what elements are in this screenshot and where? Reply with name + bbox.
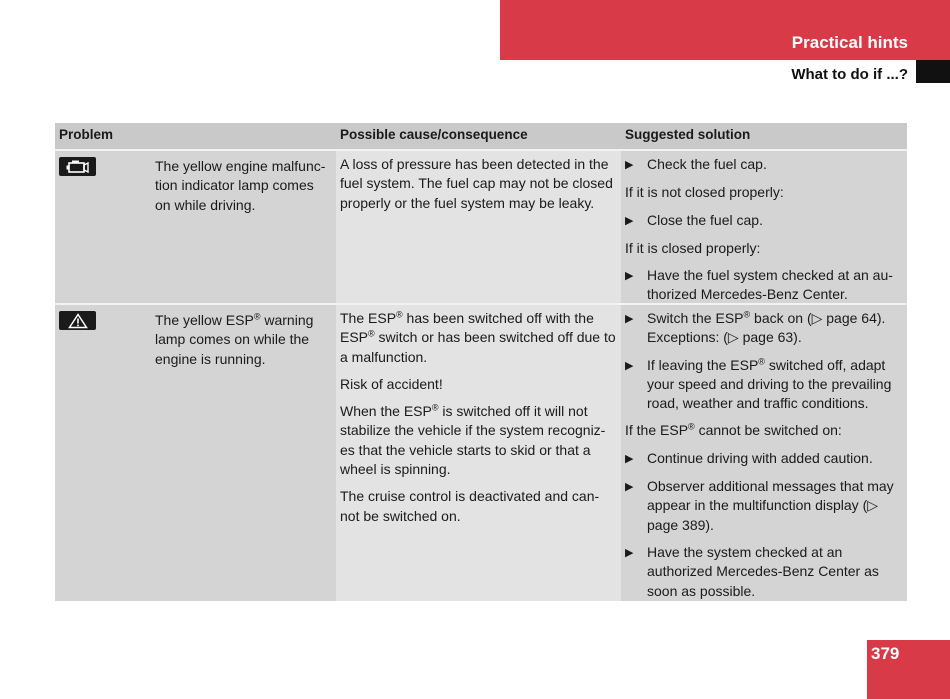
problem-cell (55, 305, 336, 601)
header-problem: Problem (59, 127, 114, 142)
solution-step: ▶ Have the fuel system checked at an au- thorized Mercedes-Benz Center. (625, 266, 903, 305)
section-tab-marker (916, 60, 950, 83)
solution-step: ▶ Close the fuel cap. (625, 211, 903, 231)
bullet-arrow-icon: ▶ (625, 359, 634, 372)
cause-cell (336, 305, 621, 601)
table-header (55, 123, 907, 149)
bullet-arrow-icon: ▶ (625, 452, 634, 465)
esp-warning-icon (59, 311, 96, 330)
problem-cell (55, 151, 336, 303)
table-row (55, 303, 907, 601)
bullet-arrow-icon: ▶ (625, 214, 634, 227)
bullet-arrow-icon: ▶ (625, 270, 634, 283)
problem-text: The yellow ESP® warning lamp comes on while the engine is running. (155, 311, 314, 367)
troubleshooting-table (55, 123, 907, 601)
solution-cell (621, 151, 907, 303)
header-cause: Possible cause/consequence (340, 127, 528, 142)
page-number: 379 (871, 644, 900, 663)
solution-condition: If it is closed properly: (625, 239, 761, 256)
solution-step: ▶ Have the system checked at an authorized Mercedes-Benz Center as soon as possible. (625, 543, 903, 601)
table-row (55, 149, 907, 303)
cause-warning: Risk of accident! (340, 375, 443, 392)
cause-text: The ESP® has been switched off with the ESP® switch or has been switched off due to a malfunction. (340, 309, 616, 365)
header-solution: Suggested solution (625, 127, 751, 142)
engine-malfunction-icon (59, 157, 96, 176)
solution-cell (621, 305, 907, 601)
solution-step: ▶ Observer additional messages that may appear in the multifunction display (▷ page 389). (625, 477, 903, 535)
section-title: Practical hints (791, 33, 908, 52)
problem-text: The yellow engine malfunc- tion indicator lamp comes on while driving. (155, 158, 326, 213)
cause-text: The cruise control is deactivated and can- not be switched on. (340, 488, 600, 524)
solution-step: ▶ If leaving the ESP® switched off, adapt your speed and driving to the prevailing road, weather and traffic conditions. (625, 356, 903, 414)
bullet-arrow-icon: ▶ (625, 313, 634, 325)
solution-step: ▶ Continue driving with added caution. (625, 449, 903, 469)
solution-step: ▶ Check the fuel cap. (625, 155, 903, 175)
bullet-arrow-icon: ▶ (625, 159, 634, 171)
bullet-arrow-icon: ▶ (625, 546, 634, 559)
solution-condition: If it is not closed properly: (625, 184, 784, 201)
bullet-arrow-icon: ▶ (625, 481, 634, 494)
cause-cell (336, 151, 621, 303)
cause-text: When the ESP® is switched off it will not stabilize the vehicle if the system recogniz- es that the vehicle starts to skid or that a wheel is spinning. (340, 402, 606, 478)
solution-condition: If the ESP® cannot be switched on: (625, 421, 842, 439)
solution-step: ▶ Switch the ESP® back on (▷ page 64). Exceptions: (▷ page 63). (625, 309, 903, 348)
cause-text: A loss of pressure has been detected in the fuel system. The fuel cap may not be closed properly or the fuel system may be leaky. (340, 156, 613, 211)
page-subtitle: What to do if ...? (791, 66, 908, 83)
